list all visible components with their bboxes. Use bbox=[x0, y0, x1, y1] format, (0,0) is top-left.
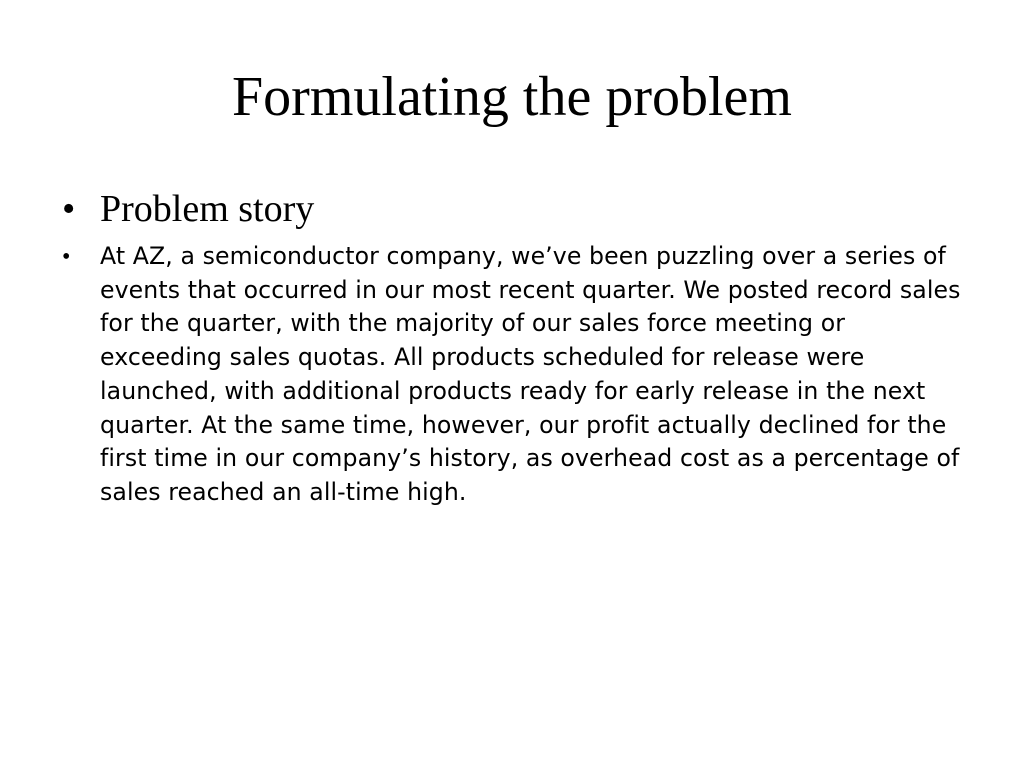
story-paragraph: At AZ, a semiconductor company, we’ve been puzzling over a series of events that occurred in our most recent quarter. We posted record sales for the quarter, with the majority of our sales force meeting or exceeding sales quotas. All products scheduled for release were launched, with additional products ready for early release in the next quarter. At the same time, however, our profit actually declined for the first time in our company’s history, as overhead cost as a percentage of sales reached an all-time high. bbox=[100, 242, 961, 506]
bullet-marker: • bbox=[62, 188, 76, 230]
bullet-text: Problem story bbox=[100, 188, 315, 230]
bullet-story-paragraph bbox=[62, 240, 972, 510]
bullet-marker: • bbox=[62, 244, 71, 270]
slide-title: Formulating the problem bbox=[232, 66, 792, 128]
bullet-problem-story bbox=[62, 185, 314, 233]
